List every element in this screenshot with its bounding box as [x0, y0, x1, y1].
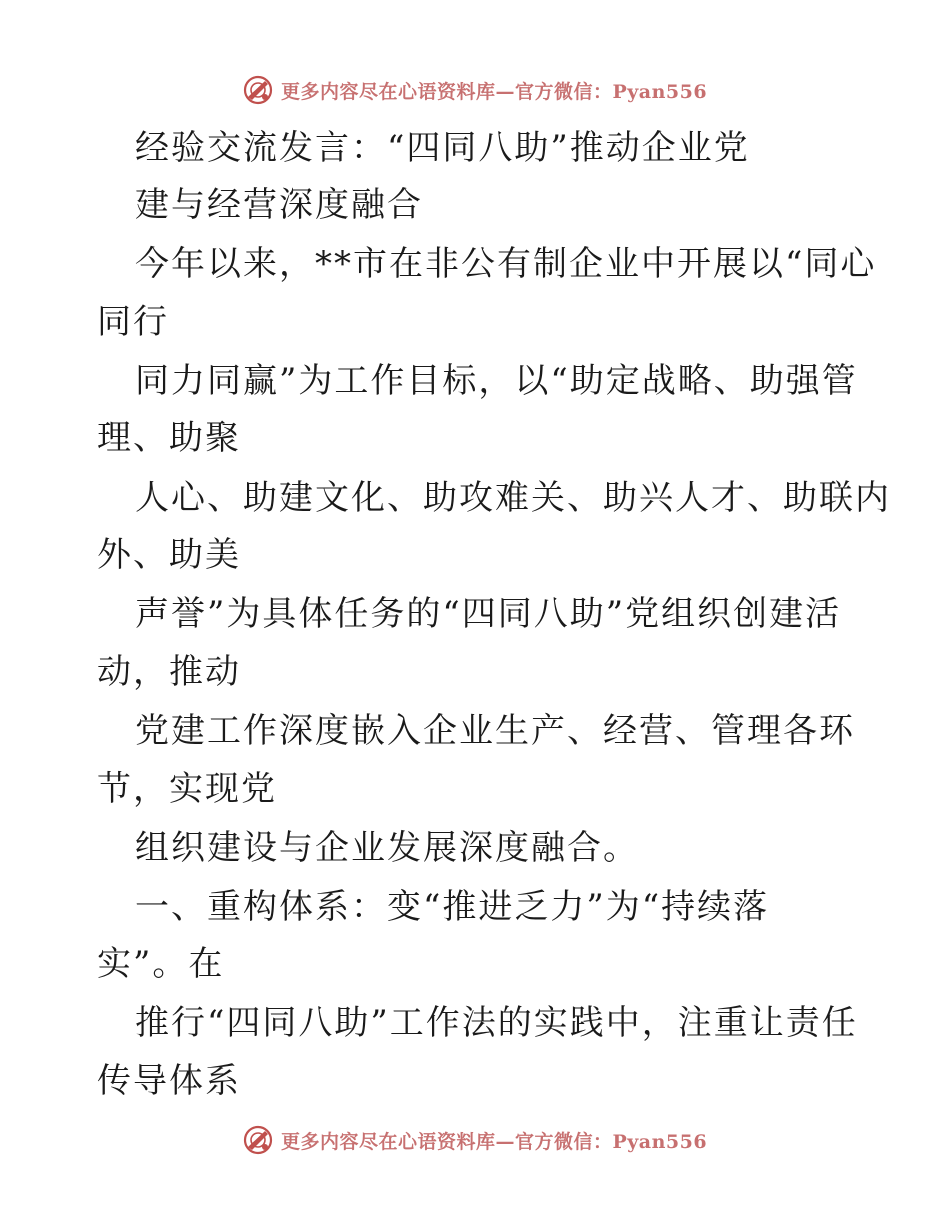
paragraph-line: 同力同赢”为工作目标，以“助定战略、助强管	[135, 361, 858, 401]
seal-logo-icon	[243, 1125, 273, 1155]
paragraph-line: 组织建设与企业发展深度融合。	[135, 828, 639, 868]
paragraph-line: 声誉”为具体任务的“四同八助”党组织创建活	[135, 594, 842, 634]
watermark-text: 更多内容尽在心语资料库—官方微信：Pyan556	[280, 1130, 708, 1153]
paragraph-line: 党建工作深度嵌入企业生产、经营、管理各环	[135, 711, 855, 751]
title-line-2: 建与经营深度融合	[135, 185, 423, 225]
footer-watermark	[0, 1122, 950, 1158]
paragraph-line: 人心、助建文化、助攻难关、助兴人才、助联内	[135, 478, 891, 518]
seal-logo-icon	[243, 75, 273, 105]
paragraph-line: 推行“四同八助”工作法的实践中，注重让责任	[135, 1003, 858, 1043]
paragraph-line: 同行	[97, 302, 169, 342]
title-line-1: 经验交流发言：“四同八助”推动企业党	[135, 128, 750, 168]
paragraph-line: 今年以来，**市在非公有制企业中开展以“同心	[135, 244, 877, 284]
paragraph-line: 动，推动	[97, 652, 241, 692]
header-watermark	[0, 72, 950, 108]
paragraph-line: 理、助聚	[97, 418, 241, 458]
section-heading-line: 一、重构体系：变“推进乏力”为“持续落	[135, 887, 770, 927]
paragraph-line: 节，实现党	[97, 769, 277, 809]
paragraph-line: 外、助美	[97, 535, 241, 575]
watermark-text: 更多内容尽在心语资料库—官方微信：Pyan556	[280, 80, 708, 103]
section-heading-line: 实”。在	[97, 944, 225, 984]
paragraph-line: 传导体系	[97, 1061, 241, 1101]
